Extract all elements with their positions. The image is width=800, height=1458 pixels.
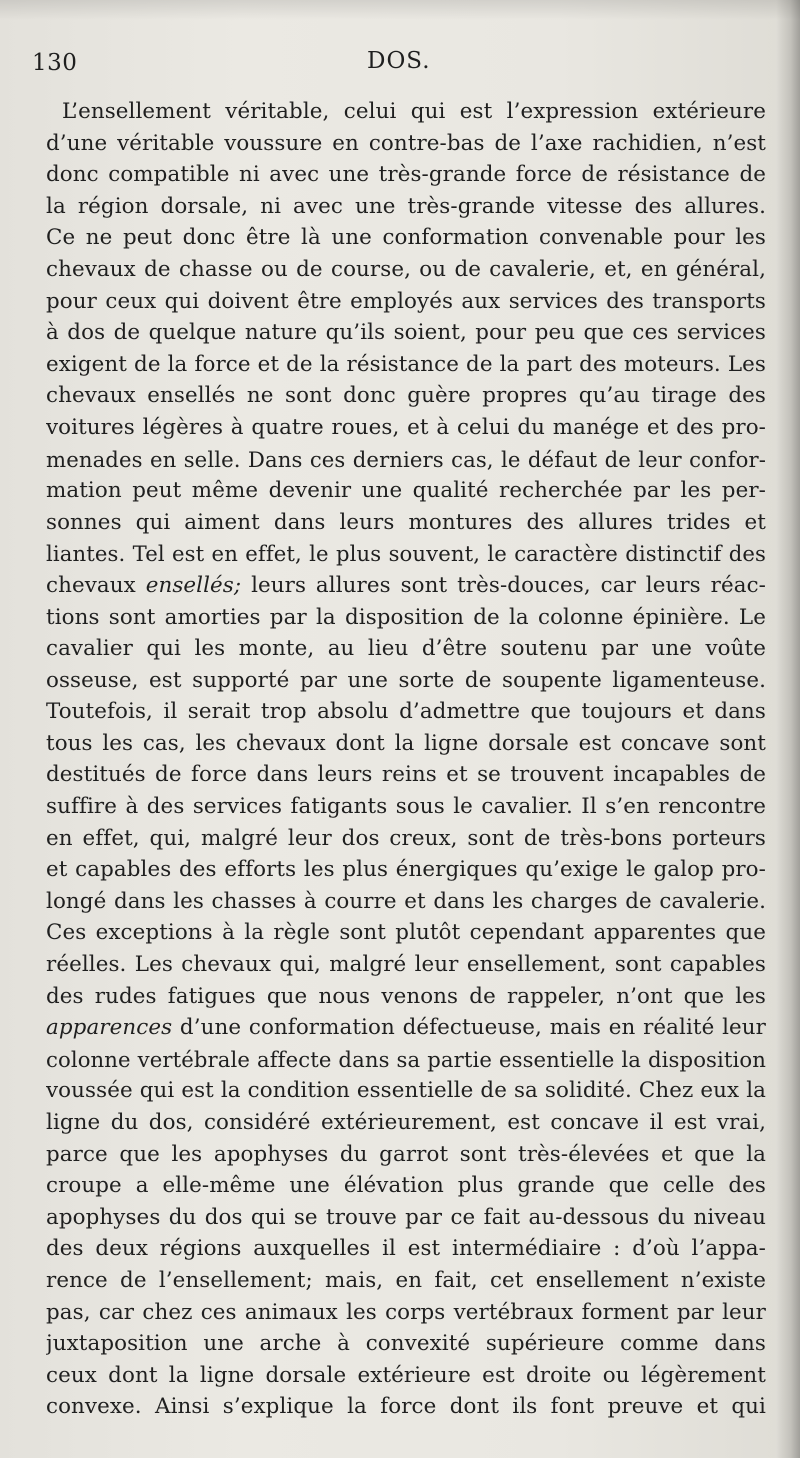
- text-line: cavalier qui les monte, au lieu d’être soutenu par une voûte: [46, 636, 766, 662]
- text-line: donc compatible ni avec une très-grande force de résistance de: [46, 162, 766, 188]
- text-run: leurs allures sont très-douces, car leurs réac-: [241, 572, 766, 598]
- text-line: rence de l’ensellement; mais, en fait, cet ensellement n’existe: [46, 1267, 766, 1293]
- text-line: à dos de quelque nature qu’ils soient, pour peu que ces services: [46, 320, 766, 346]
- text-line: L’ensellement véritable, celui qui est l’expression extérieure: [62, 99, 766, 124]
- text-line: destitués de force dans leurs reins et se trouvent incapables de: [46, 762, 766, 788]
- text-line: voitures légères à quatre roues, et à celui du manége et des pro-: [46, 414, 766, 440]
- text-run: d’une conformation défectueuse, mais en réalité leur: [172, 1015, 766, 1041]
- text-line: chevaux ensellés ne sont donc guère propres qu’au tirage des: [46, 383, 766, 409]
- text-line: ceux dont la ligne dorsale extérieure est droite ou légèrement: [46, 1362, 766, 1388]
- text-line: en effet, qui, malgré leur dos creux, sont de très-bons porteurs: [46, 825, 766, 851]
- text-line: osseuse, est supporté par une sorte de soupente ligamenteuse.: [46, 667, 766, 693]
- text-line: Ces exceptions à la règle sont plutôt cependant apparentes que: [46, 920, 766, 946]
- text-line: chevaux de chasse ou de course, ou de cavalerie, et, en général,: [46, 256, 766, 282]
- text-line: des rudes fatigues que nous venons de rappeler, n’ont que les: [46, 983, 766, 1009]
- text-line: Toutefois, il serait trop absolu d’admettre que toujours et dans: [46, 699, 766, 725]
- text-line: la région dorsale, ni avec une très-grande vitesse des allures.: [46, 193, 766, 219]
- page-top-shadow: [0, 0, 800, 20]
- running-head: DOS.: [367, 48, 431, 74]
- text-line: ligne du dos, considéré extérieurement, est concave il est vrai,: [46, 1110, 766, 1135]
- text-line: et capables des efforts les plus énergiques qu’exige le galop pro-: [46, 857, 766, 883]
- text-line: apophyses du dos qui se trouve par ce fait au-dessous du niveau: [46, 1204, 766, 1230]
- text-line: [46, 1012, 766, 1044]
- text-line: d’une véritable voussure en contre-bas de l’axe rachidien, n’est: [46, 130, 766, 156]
- text-line: longé dans les chasses à courre et dans les charges de cavalerie.: [46, 888, 766, 914]
- italic-term: ensellés;: [145, 572, 242, 598]
- text-line: exigent de la force et de la résistance de la part des moteurs. Les: [46, 351, 766, 377]
- text-line: convexe. Ainsi s’explique la force dont ils font preuve et qui: [46, 1394, 766, 1420]
- text-line: croupe a elle-même une élévation plus grande que celle des: [46, 1173, 766, 1199]
- text-line: juxtaposition une arche à convexité supérieure comme dans: [46, 1331, 766, 1357]
- body-text: [46, 96, 766, 1423]
- text-line: menades en selle. Dans ces derniers cas, le défaut de leur confor-: [46, 446, 766, 472]
- text-line: pas, car chez ces animaux les corps vertébraux forment par leur: [46, 1299, 766, 1325]
- text-line: des deux régions auxquelles il est intermédiaire : d’où l’appa-: [46, 1236, 766, 1262]
- text-line: sonnes qui aiment dans leurs montures des allures trides et: [46, 509, 766, 535]
- text-line: suffire à des services fatigants sous le cavalier. Il s’en rencontre: [46, 794, 766, 820]
- page-number: 130: [32, 50, 78, 76]
- italic-term: apparences: [46, 1015, 173, 1041]
- text-run: chevaux: [46, 572, 146, 598]
- text-line: tous les cas, les chevaux dont la ligne dorsale est concave sont: [46, 730, 766, 756]
- text-line: liantes. Tel est en effet, le plus souvent, le caractère distinctif des: [46, 541, 766, 567]
- text-line: tions sont amorties par la disposition de la colonne épinière. Le: [46, 604, 766, 630]
- text-line: [46, 570, 766, 602]
- text-line: parce que les apophyses du garrot sont très-élevées et que la: [46, 1141, 766, 1167]
- text-line: voussée qui est la condition essentielle de sa solidité. Chez eux la: [46, 1078, 766, 1104]
- page-header: [0, 42, 800, 82]
- text-line: Ce ne peut donc être là une conformation convenable pour les: [46, 225, 766, 251]
- text-line: pour ceux qui doivent être employés aux services des transports: [46, 288, 766, 314]
- page-gutter-shadow: [776, 0, 800, 1458]
- text-line: colonne vertébrale affecte dans sa partie essentielle la disposition: [46, 1046, 766, 1072]
- text-line: réelles. Les chevaux qui, malgré leur ensellement, sont capables: [46, 952, 766, 978]
- text-line: mation peut même devenir une qualité recherchée par les per-: [46, 478, 766, 504]
